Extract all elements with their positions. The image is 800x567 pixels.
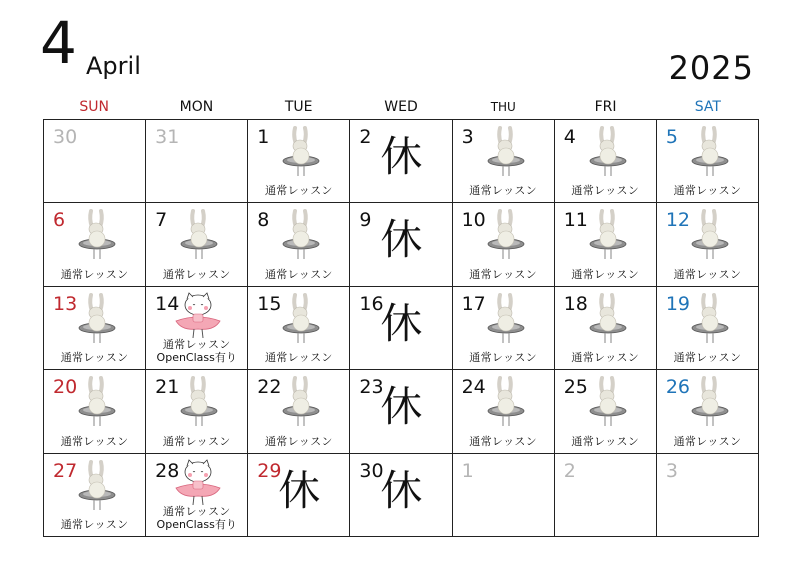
day-number: 4 [563, 126, 576, 148]
day-number: 2 [563, 459, 576, 482]
day-cell [350, 203, 452, 286]
bunny-icon [72, 207, 122, 267]
bunny-icon [276, 291, 326, 351]
day-cell [44, 287, 146, 370]
day-number: 8 [257, 209, 270, 232]
bunny-icon [72, 291, 122, 351]
day-number: 26 [665, 376, 691, 399]
lesson-label [657, 351, 758, 364]
day-number: 12 [665, 209, 691, 232]
regular-lesson-text: 通常レッスン [265, 434, 333, 448]
lesson-label [146, 435, 247, 448]
weekday-wed: WED [384, 99, 418, 115]
regular-lesson-text: 通常レッスン [265, 184, 333, 198]
day-number: 22 [257, 376, 282, 399]
day-cell [146, 120, 248, 203]
day-number: 9 [359, 209, 372, 232]
lesson-label [453, 268, 554, 281]
day-cell [248, 203, 350, 286]
lesson-label [248, 351, 349, 364]
lesson-label [248, 435, 349, 448]
lesson-label [657, 184, 758, 197]
day-cell [555, 454, 657, 537]
day-number: 14 [155, 292, 180, 315]
bunny-icon [174, 207, 224, 267]
weekday-header [43, 96, 759, 118]
day-number: 13 [53, 292, 78, 315]
regular-lesson-text: 通常レッスン [265, 351, 333, 365]
day-number: 11 [563, 209, 588, 232]
regular-lesson-text: 通常レッスン [469, 267, 537, 281]
day-number: 31 [155, 126, 180, 148]
lesson-label [146, 505, 247, 531]
regular-lesson-text: 通常レッスン [162, 505, 231, 518]
cat-ballerina-icon [168, 291, 228, 341]
bunny-icon [583, 291, 633, 351]
regular-lesson-text: 通常レッスン [265, 267, 333, 281]
day-number: 2 [359, 126, 372, 148]
closed-label: 休 [380, 215, 423, 265]
day-number: 29 [257, 459, 282, 482]
regular-lesson-text: 通常レッスン [571, 434, 640, 448]
cat-ballerina-icon [168, 458, 228, 508]
day-cell [146, 287, 248, 370]
day-cell [657, 370, 759, 453]
regular-lesson-text: 通常レッスン [673, 434, 742, 448]
day-cell [44, 454, 146, 537]
regular-lesson-text: 通常レッスン [60, 518, 129, 531]
lesson-label [555, 435, 656, 448]
weekday-tue: TUE [284, 99, 313, 115]
day-number: 18 [563, 292, 588, 315]
day-cell [555, 203, 657, 286]
day-cell [146, 203, 248, 286]
lesson-label [146, 338, 247, 364]
day-cell [350, 120, 452, 203]
day-number: 6 [53, 209, 66, 232]
lesson-label [657, 268, 758, 281]
day-cell [453, 370, 555, 453]
bunny-icon [174, 374, 224, 434]
day-cell [657, 287, 759, 370]
day-number: 23 [359, 376, 384, 399]
regular-lesson-text: 通常レッスン [469, 434, 537, 448]
month-number: 4 [40, 9, 77, 77]
day-cell [248, 120, 350, 203]
closed-label: 休 [380, 298, 423, 348]
lesson-label [453, 351, 554, 364]
regular-lesson-text: 通常レッスン [60, 351, 129, 365]
bunny-icon [276, 124, 326, 184]
day-number: 21 [155, 376, 180, 399]
regular-lesson-text: 通常レッスン [673, 184, 742, 198]
closed-label: 休 [278, 465, 321, 515]
day-cell [657, 454, 759, 537]
day-cell [350, 454, 452, 537]
weekday-sun: SUN [79, 99, 109, 115]
closed-label: 休 [380, 382, 423, 432]
month-name: April [86, 52, 141, 80]
day-number: 24 [461, 376, 486, 399]
day-cell [44, 370, 146, 453]
bunny-icon [72, 458, 122, 518]
calendar-grid [43, 119, 759, 537]
regular-lesson-text: 通常レッスン [469, 351, 537, 365]
day-cell [44, 120, 146, 203]
lesson-label [44, 435, 145, 448]
closed-label: 休 [380, 465, 423, 515]
bunny-icon [276, 374, 326, 434]
weekday-thu: THU [490, 100, 516, 114]
weekday-mon: MON [179, 99, 214, 115]
lesson-label [453, 184, 554, 197]
day-number: 20 [53, 376, 78, 399]
regular-lesson-text: 通常レッスン [571, 184, 640, 198]
open-class-text: OpenClass有り [156, 351, 237, 365]
bunny-icon [481, 374, 531, 434]
day-cell [453, 454, 555, 537]
bunny-icon [481, 291, 531, 351]
day-number: 30 [53, 126, 78, 148]
day-cell [555, 287, 657, 370]
regular-lesson-text: 通常レッスン [162, 267, 231, 281]
day-cell [248, 370, 350, 453]
year: 2025 [668, 49, 754, 87]
bunny-icon [685, 207, 735, 267]
day-cell [555, 370, 657, 453]
day-number: 7 [155, 209, 168, 232]
bunny-icon [276, 207, 326, 267]
day-cell [248, 287, 350, 370]
regular-lesson-text: 通常レッスン [571, 267, 640, 281]
bunny-icon [685, 291, 735, 351]
day-number: 15 [257, 292, 282, 315]
lesson-label [555, 351, 656, 364]
bunny-icon [583, 374, 633, 434]
weekday-sat: SAT [694, 99, 721, 115]
day-cell [350, 287, 452, 370]
lesson-label [555, 268, 656, 281]
day-number: 3 [665, 459, 678, 482]
day-cell [146, 454, 248, 537]
day-number: 19 [665, 292, 691, 315]
day-number: 3 [461, 126, 474, 148]
regular-lesson-text: 通常レッスン [162, 434, 231, 448]
regular-lesson-text: 通常レッスン [60, 267, 129, 281]
regular-lesson-text: 通常レッスン [162, 338, 231, 352]
regular-lesson-text: 通常レッスン [673, 267, 742, 281]
regular-lesson-text: 通常レッスン [571, 351, 640, 365]
bunny-icon [583, 124, 633, 184]
bunny-icon [685, 124, 735, 184]
day-cell [248, 454, 350, 537]
regular-lesson-text: 通常レッスン [469, 184, 537, 198]
lesson-label [146, 268, 247, 281]
bunny-icon [685, 374, 735, 434]
bunny-icon [72, 374, 122, 434]
day-number: 5 [665, 126, 678, 148]
lesson-label [555, 184, 656, 197]
day-number: 28 [155, 459, 180, 482]
open-class-text: OpenClass有り [156, 518, 237, 531]
lesson-label [657, 435, 758, 448]
day-cell [453, 203, 555, 286]
bunny-icon [481, 124, 531, 184]
day-number: 16 [359, 292, 384, 315]
closed-label: 休 [380, 132, 423, 181]
lesson-label [44, 351, 145, 364]
regular-lesson-text: 通常レッスン [673, 351, 742, 365]
regular-lesson-text: 通常レッスン [60, 434, 129, 448]
lesson-label [44, 268, 145, 281]
day-cell [555, 120, 657, 203]
day-number: 30 [359, 459, 384, 482]
day-number: 1 [461, 459, 474, 482]
day-cell [350, 370, 452, 453]
bunny-icon [481, 207, 531, 267]
day-cell [44, 203, 146, 286]
lesson-label [248, 268, 349, 281]
day-number: 10 [461, 209, 486, 232]
day-cell [146, 370, 248, 453]
lesson-label [248, 184, 349, 197]
weekday-fri: FRI [594, 99, 617, 115]
day-number: 1 [257, 126, 270, 148]
day-number: 17 [461, 292, 486, 315]
day-cell [453, 287, 555, 370]
lesson-label [453, 435, 554, 448]
day-cell [657, 203, 759, 286]
day-cell [657, 120, 759, 203]
day-number: 27 [53, 459, 78, 482]
day-number: 25 [563, 376, 588, 399]
day-cell [453, 120, 555, 203]
lesson-label [44, 518, 145, 531]
bunny-icon [583, 207, 633, 267]
